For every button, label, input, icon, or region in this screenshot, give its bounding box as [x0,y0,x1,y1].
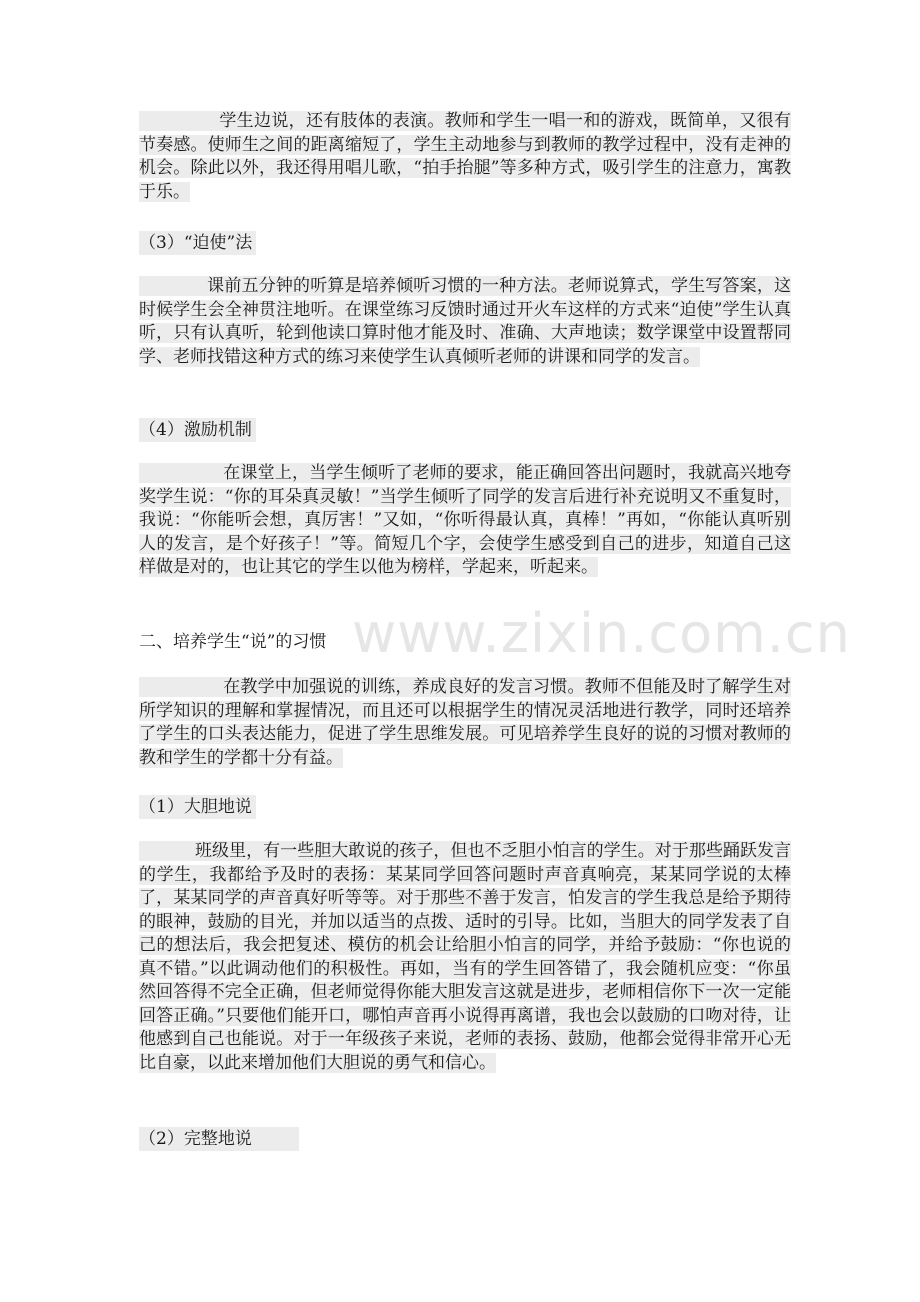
heading-speak-boldly: （1）大胆地说 [139,795,256,819]
paragraph-text: 学生边说，还有肢体的表演。教师和学生一唱一和的游戏，既简单，又很有节奏感。使师生之间的距离缩短了，学生主动地参与到教师的教学过程中，没有走神的机会。除此以外，我还得用唱儿歌，“拍手抬腿”等多种方式，吸引学生的注意力，寓教于乐。 [139,111,791,202]
paragraph-speaking-training [139,676,791,770]
heading-forcing-method: （3）“迫使”法 [139,231,256,255]
heading-speaking-habit: 二、培养学生“说”的习惯 [139,632,327,652]
paragraph-text: 在教学中加强说的训练，养成良好的发言习惯。教师不但能及时了解学生对所学知识的理解和掌握情况，而且还可以根据学生的情况灵活地进行教学，同时还培养了学生的口头表达能力，促进了学生思维发展。可见培养学生良好的说的习惯对教师的教和学生的学都十分有益。 [139,677,791,768]
paragraph-text: 在课堂上，当学生倾听了老师的要求，能正确回答出问题时，我就高兴地夸奖学生说：“你的耳朵真灵敏！”当学生倾听了同学的发言后进行补充说明又不重复时，我说：“你能听会想，真厉害！”又如，“你听得最认真，真棒！”再如，“你能认真听别人的发言，是个好孩子！”等。简短几个字，会使学生感受到自己的进步，知道自己这样做是对的，也让其它的学生以他为榜样，学起来，听起来。 [139,463,791,577]
heading-speak-completely: （2）完整地说 [139,1127,299,1151]
watermark: www.zixin.com.cn [352,602,851,665]
paragraph-body-actions [139,110,791,204]
paragraph-mental-arithmetic [139,275,791,369]
paragraph-bold-speaking [139,840,791,1075]
heading-incentive-mechanism: （4）激励机制 [139,418,256,442]
paragraph-praise [139,462,791,580]
paragraph-text: 班级里，有一些胆大敢说的孩子，但也不乏胆小怕言的学生。对于那些踊跃发言的学生，我都给予及时的表扬：某某同学回答问题时声音真响亮，某某同学说的太棒了，某某同学的声音真好听等等。对于那些不善于发言，怕发言的学生我总是给予期待的眼神，鼓励的目光，并加以适当的点拨、适时的引导。比如，当胆大的同学发表了自己的想法后，我会把复述、模仿的机会让给胆小怕言的同学，并给予鼓励：“你也说的真不错。”以此调动他们的积极性。再如，当有的学生回答错了，我会随机应变：“你虽然回答得不完全正确，但老师觉得你能大胆发言这就是进步，老师相信你下一次一定能回答正确。”只要他们能开口，哪怕声音再小说得再离谱，我也会以鼓励的口吻对待，让他感到自己也能说。对于一年级孩子来说，老师的表扬、鼓励，他都会觉得非常开心无比自豪，以此来增加他们大胆说的勇气和信心。 [139,841,791,1073]
paragraph-text: 课前五分钟的听算是培养倾听习惯的一种方法。老师说算式，学生写答案，这时候学生会全神贯注地听。在课堂练习反馈时通过开火车这样的方式来“迫使”学生认真听，只有认真听，轮到他读口算时他才能及时、准确、大声地读；数学课堂中设置帮同学、老师找错这种方式的练习来使学生认真倾听老师的讲课和同学的发言。 [139,276,791,367]
